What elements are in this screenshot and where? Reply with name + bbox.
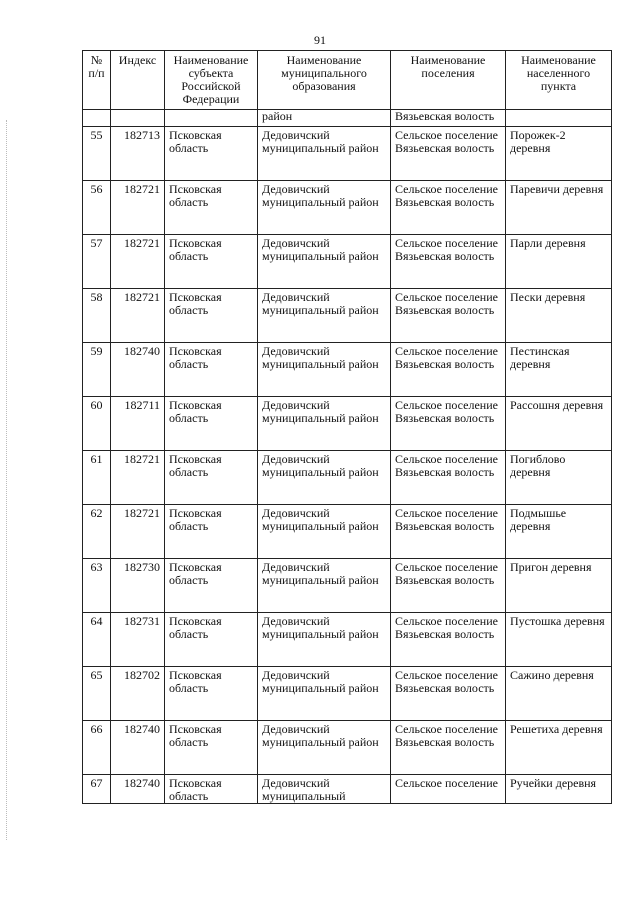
cell-municipality: Дедовичский муниципальный район: [258, 667, 391, 721]
table-row: [83, 127, 612, 181]
cell-locality: Подмышье деревня: [506, 505, 612, 559]
cell-index: 182721: [111, 505, 165, 559]
cell-num: 55: [83, 127, 111, 181]
cell-locality: Паревичи деревня: [506, 181, 612, 235]
cell-subject: Псковская область: [165, 559, 258, 613]
cell-index: 182740: [111, 775, 165, 804]
cell-settlement: Сельское поселение Вязьевская волость: [391, 397, 506, 451]
cell-num: 63: [83, 559, 111, 613]
cell-num: 58: [83, 289, 111, 343]
cell-municipality: Дедовичский муниципальный район: [258, 613, 391, 667]
cell-index: 182730: [111, 559, 165, 613]
cell-municipality: Дедовичский муниципальный район: [258, 343, 391, 397]
cell-settlement: Сельское поселение Вязьевская волость: [391, 181, 506, 235]
cell-settlement: Сельское поселение Вязьевская волость: [391, 127, 506, 181]
cell-subject: Псковская область: [165, 505, 258, 559]
cell-num: 62: [83, 505, 111, 559]
header-num: № п/п: [83, 51, 111, 110]
cell-municipality: Дедовичский муниципальный район: [258, 181, 391, 235]
cell-municipality: Дедовичский муниципальный район: [258, 505, 391, 559]
cell-settlement: Сельское поселение Вязьевская волость: [391, 721, 506, 775]
cell-locality: Порожек-2 деревня: [506, 127, 612, 181]
cell-index: 182721: [111, 289, 165, 343]
cell-subject: Псковская область: [165, 235, 258, 289]
cell-municipality: Дедовичский муниципальный район: [258, 235, 391, 289]
cell-settlement: Сельское поселение Вязьевская волость: [391, 667, 506, 721]
cell-locality: Рассошня деревня: [506, 397, 612, 451]
header-subject: Наименование субъекта Российской Федерации: [165, 51, 258, 110]
cell-subject: Псковская область: [165, 181, 258, 235]
table-row: [83, 613, 612, 667]
table-row: [83, 289, 612, 343]
page-number: 91: [314, 33, 326, 47]
cell-municipality: Дедовичский муниципальный район: [258, 559, 391, 613]
cell-subject: Псковская область: [165, 775, 258, 804]
cell-subject: Псковская область: [165, 451, 258, 505]
cell-subject: Псковская область: [165, 721, 258, 775]
cell-locality: Сажино деревня: [506, 667, 612, 721]
cell-subject: Псковская область: [165, 397, 258, 451]
cell-locality: Пригон деревня: [506, 559, 612, 613]
cell-settlement: Сельское поселение Вязьевская волость: [391, 559, 506, 613]
cell-num: 56: [83, 181, 111, 235]
table-row: [83, 235, 612, 289]
cell-subject: Псковская область: [165, 343, 258, 397]
cell-num: 57: [83, 235, 111, 289]
cell-settlement: Сельское поселение: [391, 775, 506, 804]
cell-num: 59: [83, 343, 111, 397]
cell-municipality: Дедовичский муниципальный район: [258, 451, 391, 505]
table-row: [83, 775, 612, 804]
cell-municipality: Дедовичский муниципальный район: [258, 397, 391, 451]
table-row: [83, 397, 612, 451]
cell-subject: Псковская область: [165, 613, 258, 667]
cell-locality: [506, 110, 612, 127]
cell-num: 64: [83, 613, 111, 667]
cell-locality: Пески деревня: [506, 289, 612, 343]
cell-num: 61: [83, 451, 111, 505]
table-row-continuation: [83, 110, 612, 127]
binder-edge-mark: [6, 120, 8, 840]
cell-subject: Псковская область: [165, 667, 258, 721]
cell-municipality: Дедовичский муниципальный район: [258, 289, 391, 343]
cell-num: 65: [83, 667, 111, 721]
cell-index: 182721: [111, 451, 165, 505]
header-index: Индекс: [111, 51, 165, 110]
cell-index: 182713: [111, 127, 165, 181]
cell-index: 182740: [111, 721, 165, 775]
header-municipality: Наименование муниципального образования: [258, 51, 391, 110]
cell-num: [83, 110, 111, 127]
cell-settlement: Сельское поселение Вязьевская волость: [391, 451, 506, 505]
table-row: [83, 343, 612, 397]
cell-num: 60: [83, 397, 111, 451]
cell-locality: Ручейки деревня: [506, 775, 612, 804]
cell-locality: Решетиха деревня: [506, 721, 612, 775]
cell-subject: Псковская область: [165, 289, 258, 343]
cell-num: 67: [83, 775, 111, 804]
cell-settlement: Сельское поселение Вязьевская волость: [391, 343, 506, 397]
table-row: [83, 721, 612, 775]
cell-num: 66: [83, 721, 111, 775]
header-locality: Наименование населенного пункта: [506, 51, 612, 110]
cell-index: 182721: [111, 235, 165, 289]
cell-subject: [165, 110, 258, 127]
cell-settlement: Сельское поселение Вязьевская волость: [391, 235, 506, 289]
cell-municipality: Дедовичский муниципальный район: [258, 721, 391, 775]
table-row: [83, 667, 612, 721]
table-row: [83, 181, 612, 235]
cell-locality: Парли деревня: [506, 235, 612, 289]
localities-table: [82, 50, 612, 804]
cell-index: 182740: [111, 343, 165, 397]
cell-subject: Псковская область: [165, 127, 258, 181]
header-settlement: Наименование поселения: [391, 51, 506, 110]
table-row: [83, 505, 612, 559]
table-row: [83, 559, 612, 613]
cell-settlement: Сельское поселение Вязьевская волость: [391, 289, 506, 343]
cell-locality: Пустошка деревня: [506, 613, 612, 667]
cell-locality: Пестинская деревня: [506, 343, 612, 397]
cell-locality: Погиблово деревня: [506, 451, 612, 505]
cell-municipality: Дедовичский муниципальный: [258, 775, 391, 804]
table-header-row: [83, 51, 612, 110]
cell-index: 182731: [111, 613, 165, 667]
cell-settlement: Сельское поселение Вязьевская волость: [391, 613, 506, 667]
cell-index: 182711: [111, 397, 165, 451]
cell-index: 182702: [111, 667, 165, 721]
cell-index: [111, 110, 165, 127]
cell-municipality: район: [258, 110, 391, 127]
cell-settlement: Сельское поселение Вязьевская волость: [391, 505, 506, 559]
cell-settlement: Вязьевская волость: [391, 110, 506, 127]
cell-municipality: Дедовичский муниципальный район: [258, 127, 391, 181]
table-row: [83, 451, 612, 505]
cell-index: 182721: [111, 181, 165, 235]
